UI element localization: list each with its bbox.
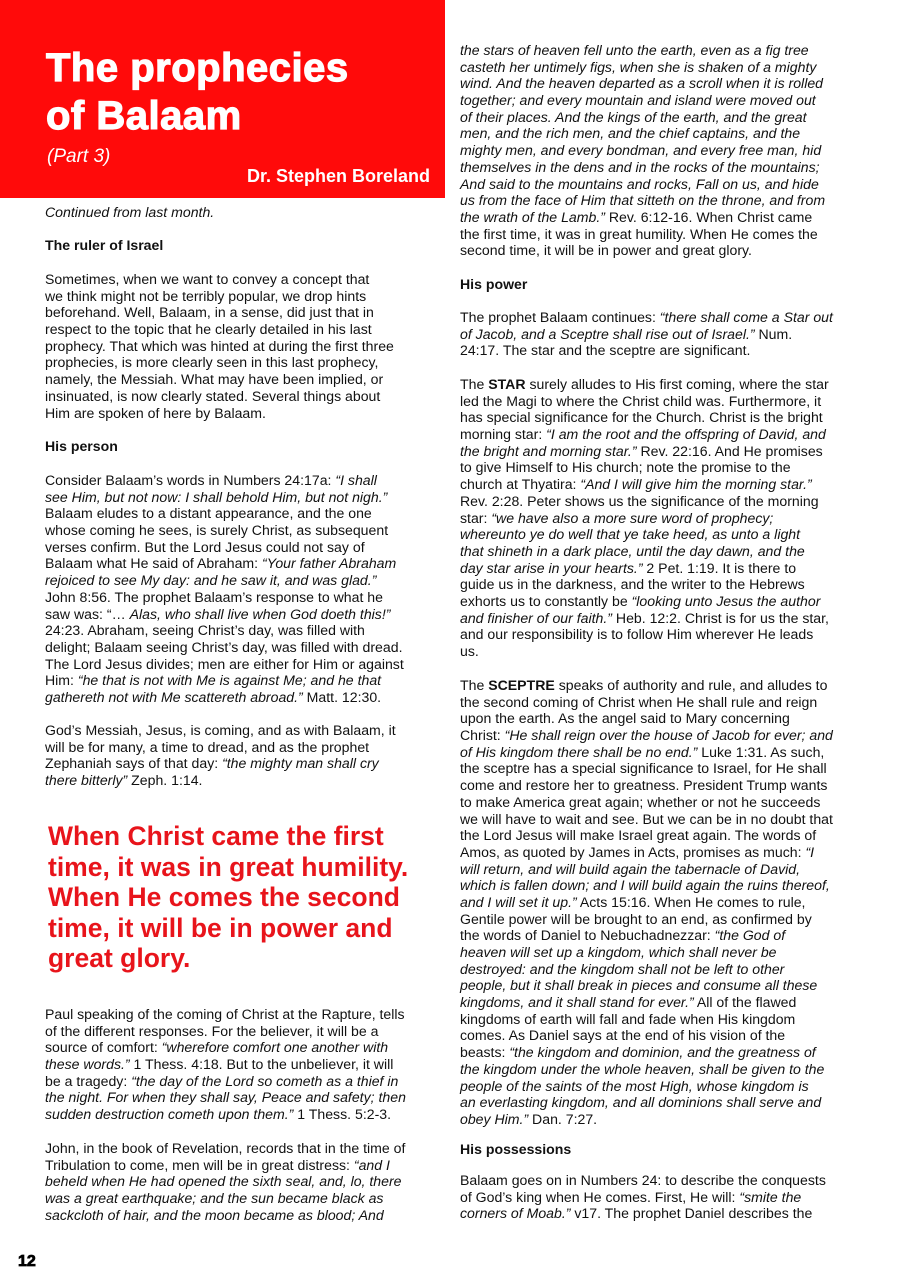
text-line: second time, it will be in power and great glory. xyxy=(460,242,752,259)
body-text: v17. The prophet Daniel describes the xyxy=(570,1205,813,1222)
text-line xyxy=(460,309,833,326)
quotation-text: “there shall come a Star out xyxy=(659,309,833,325)
quotation-text: “we have also a more sure word of prophecy; xyxy=(491,509,774,526)
text-line: respect to the topic that he clearly detailed in his last xyxy=(45,321,372,338)
body-text: surely alludes to His first coming, where the star xyxy=(525,376,829,392)
body-text: 2 Pet. 1:19. It is there to xyxy=(642,559,797,576)
text-line xyxy=(460,844,833,861)
heading-ruler-of-israel: The ruler of Israel xyxy=(45,237,164,253)
quotation-text: beheld when He had opened the sixth seal, and, lo, there xyxy=(45,1173,402,1190)
body-text: the words of Daniel to Nebuchadnezzar: xyxy=(460,927,715,944)
quotation-text: “the God of xyxy=(714,927,786,944)
text-line xyxy=(460,877,833,894)
text-line xyxy=(460,510,829,527)
text-line xyxy=(45,1039,406,1056)
body-text: of God’s king when He comes. First, He will: xyxy=(460,1188,740,1205)
quotation-text: and I will set it up.” xyxy=(460,893,577,910)
text-line: time, it was in great humility. xyxy=(48,851,409,882)
text-line: prophecies, is more clearly seen in this last prophecy, xyxy=(45,354,379,371)
paragraph-john xyxy=(45,1140,405,1223)
quotation-text: day star arise in your hearts.” xyxy=(460,559,643,576)
text-line xyxy=(45,1073,406,1090)
quotation-text: corners of Moab.” xyxy=(460,1205,571,1222)
text-line xyxy=(460,944,833,961)
quotation-text: wind. And the heaven departed as a scroll when it is rolled xyxy=(460,75,823,92)
text-line: upon the earth. As the angel said to Mary concerning xyxy=(460,710,790,727)
quotation-text: together; and every mountain and island were moved out xyxy=(460,92,816,109)
text-line: Balaam eludes to a distant appearance, and the one xyxy=(45,505,372,522)
body-text: Luke 1:31. As such, xyxy=(697,743,825,760)
paragraph-power xyxy=(460,309,833,359)
quotation-text: that shineth in a dark place, until the day dawn, and the xyxy=(460,542,805,559)
quotation-text: sudden destruction cometh upon them.” xyxy=(45,1106,294,1123)
article-title-line-1: The prophecies xyxy=(46,46,349,90)
text-line xyxy=(460,1061,833,1078)
quotation-text: people, but it shall break in pieces and consume all these xyxy=(460,977,818,994)
quotation-text: “he that is not with Me is against Me; and he that xyxy=(77,672,382,689)
body-text: Zeph. 1:14. xyxy=(127,772,203,789)
body-text: Balaam what He said of Abraham: xyxy=(45,555,263,572)
text-line: John 8:56. The prophet Balaam’s response to what he xyxy=(45,588,383,605)
text-line: guide us in the darkness, and the writer to the Hebrews xyxy=(460,576,805,593)
quotation-text: “I am the root and the offspring of David, and xyxy=(546,426,826,443)
text-line: John, in the book of Revelation, records that in the time of xyxy=(45,1140,406,1156)
heading-his-power: His power xyxy=(460,276,528,292)
text-line: God’s Messiah, Jesus, is coming, and as with Balaam, it xyxy=(45,722,396,738)
text-line xyxy=(460,1205,826,1222)
text-line xyxy=(45,1106,406,1123)
text-line xyxy=(460,376,829,393)
text-line xyxy=(460,326,833,343)
text-line xyxy=(45,1157,405,1174)
text-line: great glory. xyxy=(48,943,191,973)
body-text: morning star: xyxy=(460,426,547,443)
body-text: church at Thyatira: xyxy=(460,476,581,493)
quotation-text: was a great earthquake; and the sun became black as xyxy=(45,1190,384,1207)
body-text: Heb. 12:2. Christ is for us the star, xyxy=(611,609,829,626)
text-line xyxy=(460,1111,833,1128)
quotation-text: gathereth not with Me scattereth abroad.” xyxy=(45,688,303,705)
text-line: comes. As Daniel says at the end of his vision of the xyxy=(460,1027,786,1044)
quotation-text: “and I xyxy=(353,1156,390,1173)
text-line: come and restore her to greatness. President Trump wants xyxy=(460,777,828,794)
text-line xyxy=(460,727,833,744)
heading-his-possessions: His possessions xyxy=(460,1141,572,1157)
text-line xyxy=(460,677,833,694)
body-text: All of the flawed xyxy=(693,994,797,1011)
quotation-text: sackcloth of hair, and the moon became as blood; And xyxy=(45,1206,384,1223)
pull-quote xyxy=(48,821,408,974)
quotation-text: an everlasting kingdom, and all dominions shall serve and xyxy=(460,1094,822,1111)
body-text: The xyxy=(460,677,489,693)
paragraph-revelation xyxy=(460,42,825,259)
text-line xyxy=(460,593,829,610)
quotation-text: there bitterly” xyxy=(45,772,128,789)
title-banner xyxy=(0,0,445,198)
quotation-text: heaven will set up a kingdom, which shall never be xyxy=(460,944,777,960)
text-line xyxy=(460,142,825,159)
quotation-text: “I shall xyxy=(335,472,377,488)
body-text: beasts: xyxy=(460,1044,510,1061)
text-line: kingdoms of earth will fall and fade when His kingdom xyxy=(460,1010,796,1027)
quotation-text: casteth her untimely figs, when she is shaken of a mighty xyxy=(460,58,817,75)
quotation-text: “the kingdom and dominion, and the greatness of xyxy=(509,1044,816,1061)
quotation-text: “Your father Abraham xyxy=(262,555,397,572)
text-line: to make America great again; whether or not he succeeds xyxy=(460,793,821,810)
quotation-text: “looking unto Jesus the author xyxy=(631,592,821,609)
quotation-text: “He shall reign over the house of Jacob for ever; and xyxy=(504,727,833,744)
text-line: Gentile power will be brought to an end, as confirmed by xyxy=(460,910,812,927)
body-text: Rev. 6:12-16. When Christ came xyxy=(604,208,813,225)
text-line xyxy=(460,109,825,126)
text-line xyxy=(45,1207,405,1224)
quotation-text: the bright and morning star.” xyxy=(460,442,637,459)
paragraph-star xyxy=(460,376,829,660)
quotation-text: people of the saints of the most High, whose kingdom is xyxy=(460,1077,809,1094)
body-text: Christ: xyxy=(460,727,505,744)
text-line xyxy=(460,961,833,978)
body-text: be a tragedy: xyxy=(45,1072,132,1089)
text-line xyxy=(45,1056,406,1073)
text-line xyxy=(460,75,825,92)
quotation-text: “And I will give him the morning star.” xyxy=(580,476,812,493)
text-line: will be for many, a time to dread, and as the prophet xyxy=(45,738,370,755)
quotation-text: of their places. And the kings of the earth, and the great xyxy=(460,108,807,125)
paragraph-person xyxy=(45,472,404,706)
quotation-text: “smite the xyxy=(739,1188,802,1205)
quotation-text: of Jacob, and a Sceptre shall rise out of Israel.” xyxy=(460,325,755,342)
text-line: delight; Balaam seeing Christ’s day, was filled with dread. xyxy=(45,638,403,655)
text-line xyxy=(460,476,829,493)
text-line xyxy=(460,1094,833,1111)
quotation-text: of His kingdom there shall be no end.” xyxy=(460,743,698,760)
quotation-text: obey Him.” xyxy=(460,1110,529,1127)
text-line xyxy=(45,606,404,623)
text-line: and our responsibility is to follow Him wherever He leads xyxy=(460,626,814,643)
body-text: exhorts us to constantly be xyxy=(460,592,632,609)
text-line: has special significance for the Church. Christ is the bright xyxy=(460,409,823,426)
paragraph-sceptre xyxy=(460,677,833,1128)
text-line: the Lord Jesus will make Israel great again. The words of xyxy=(460,827,817,844)
quotation-text: which is fallen down; and I will build again the ruins thereof, xyxy=(460,877,830,894)
body-text: Tribulation to come, men will be in great distress: xyxy=(45,1156,354,1173)
text-line xyxy=(45,204,214,221)
text-line xyxy=(45,689,404,706)
text-line xyxy=(460,861,833,878)
quotation-text: will return, and will build again the tabernacle of David, xyxy=(460,860,801,877)
quotation-text: us from the face of Him that sitteth on the throne, and from xyxy=(460,192,826,209)
text-line xyxy=(460,526,829,543)
text-line xyxy=(460,426,829,443)
text-line xyxy=(460,443,829,460)
body-text: Consider Balaam’s words in Numbers 24:17a: xyxy=(45,472,336,488)
text-line: verses confirm. But the Lord Jesus could not say of xyxy=(45,538,365,555)
text-line xyxy=(460,927,833,944)
text-line: Rev. 2:28. Peter shows us the significance of the morning xyxy=(460,492,819,509)
body-text: Num. xyxy=(754,325,793,342)
quotation-text: themselves in the dens and in the rocks of the mountains; xyxy=(460,158,820,175)
body-text: source of comfort: xyxy=(45,1039,162,1056)
quotation-text: rejoiced to see My day: and he saw it, and was glad.” xyxy=(45,572,377,589)
text-line: namely, the Messiah. What may have been implied, or xyxy=(45,371,384,388)
text-line: beforehand. Well, Balaam, in a sense, did just that in xyxy=(45,304,374,321)
text-line xyxy=(460,543,829,560)
text-line: the first time, it was in great humility. When He comes the xyxy=(460,225,818,242)
text-line xyxy=(460,977,833,994)
text-line xyxy=(460,1078,833,1095)
text-line: The Lord Jesus divides; men are either for Him or against xyxy=(45,655,404,672)
quotation-text: the stars of heaven fell unto the earth, even as a fig tree xyxy=(460,42,809,58)
paragraph-messiah xyxy=(45,722,396,789)
continued-note xyxy=(45,204,214,221)
quotation-text: and finisher of our faith.” xyxy=(460,609,612,626)
quotation-text: the night. For when they shall say, Peace and safety; then xyxy=(45,1089,406,1106)
text-line xyxy=(460,560,829,577)
text-line xyxy=(460,209,825,226)
paragraph-paul xyxy=(45,1006,406,1123)
quotation-text: “the day of the Lord so cometh as a thief in xyxy=(131,1072,399,1089)
paragraph-possessions xyxy=(460,1172,826,1222)
quotation-text: “the mighty man shall cry xyxy=(222,755,379,772)
text-line xyxy=(45,755,396,772)
quotation-text: “wherefore comfort one another with xyxy=(161,1039,389,1056)
text-line: Balaam goes on in Numbers 24: to describe the conquests xyxy=(460,1172,826,1188)
body-text: The xyxy=(460,376,489,392)
text-line xyxy=(460,176,825,193)
text-line: us. xyxy=(460,643,479,659)
text-line: we think might not be terribly popular, we drop hints xyxy=(45,287,367,304)
text-line: 24:17. The star and the sceptre are significant. xyxy=(460,342,751,359)
text-line xyxy=(460,42,825,59)
body-text: Zephaniah says of that day: xyxy=(45,755,223,772)
body-text: 1 Thess. 4:18. But to the unbeliever, it will xyxy=(129,1056,394,1073)
text-line xyxy=(460,994,833,1011)
body-text: saw was: “… xyxy=(45,605,130,622)
article-title-line-2: of Balaam xyxy=(46,94,242,138)
text-line xyxy=(45,1190,405,1207)
quotation-text: And said to the mountains and rocks, Fall on us, and hide xyxy=(460,175,819,192)
text-line: Him are spoken of here by Balaam. xyxy=(45,404,266,421)
text-line xyxy=(460,1044,833,1061)
quotation-text: kingdoms, and it shall stand for ever.” xyxy=(460,994,694,1011)
text-line: Sometimes, when we want to convey a concept that xyxy=(45,271,370,287)
text-line xyxy=(45,555,404,572)
text-line: whose coming he sees, is surely Christ, as subsequent xyxy=(45,522,389,539)
quotation-text: mighty men, and every bondman, and every free man, hid xyxy=(460,142,822,159)
quotation-text: these words.” xyxy=(45,1056,130,1073)
text-line: 24:23. Abraham, seeing Christ’s day, was filled with xyxy=(45,622,365,639)
quotation-text: the wrath of the Lamb.” xyxy=(460,208,605,225)
text-line xyxy=(460,159,825,176)
body-text: Matt. 12:30. xyxy=(302,688,382,705)
text-line: When He comes the second xyxy=(48,882,400,912)
text-line xyxy=(460,59,825,76)
text-line xyxy=(460,192,825,209)
article-author: Dr. Stephen Boreland xyxy=(246,166,430,186)
body-text: Amos, as quoted by James in Acts, promises as much: xyxy=(460,843,806,860)
text-line: Paul speaking of the coming of Christ at the Rapture, tells xyxy=(45,1006,405,1022)
text-line xyxy=(45,672,404,689)
text-line xyxy=(460,1189,826,1206)
text-line: to give Himself to His church; note the promise to the xyxy=(460,459,791,476)
text-line: we will have to wait and see. But we can be in no doubt that xyxy=(460,810,833,827)
article-part: (Part 3) xyxy=(47,146,111,167)
quotation-text: see Him, but not now: I shall behold Him, but not nigh.” xyxy=(45,488,388,505)
text-line xyxy=(45,489,404,506)
quotation-text: Continued from last month. xyxy=(45,204,215,220)
body-text: speaks of authority and rule, and alludes to xyxy=(554,677,828,693)
text-line xyxy=(460,894,833,911)
heading-his-person: His person xyxy=(45,438,118,454)
text-line xyxy=(45,472,404,489)
text-line: When Christ came the first xyxy=(48,821,384,851)
quotation-text: men, and the rich men, and the chief captains, and the xyxy=(460,125,801,142)
text-line xyxy=(460,92,825,109)
page-number: 12 xyxy=(18,1253,36,1270)
text-line: led the Magi to where the Christ child was. Furthermore, it xyxy=(460,392,822,409)
text-line xyxy=(45,572,404,589)
quotation-text: the kingdom under the whole heaven, shall be given to the xyxy=(460,1060,825,1077)
text-line: of the different responses. For the believer, it will be a xyxy=(45,1022,379,1039)
text-line: the second coming of Christ when He shall rule and reign xyxy=(460,693,818,710)
text-line: the sceptre has a special significance to Israel, for He shall xyxy=(460,760,827,777)
text-line: insinuated, is now clearly stated. Several things about xyxy=(45,387,381,404)
quotation-text: destroyed: and the kingdom shall not be left to other xyxy=(460,960,785,977)
paragraph-ruler xyxy=(45,271,394,421)
text-line xyxy=(460,125,825,142)
body-text: Him: xyxy=(45,672,78,689)
text-line: prophecy. That which was hinted at during the first three xyxy=(45,337,394,354)
text-line xyxy=(45,1089,406,1106)
body-text: Acts 15:16. When He comes to rule, xyxy=(576,893,806,910)
body-text: The prophet Balaam continues: xyxy=(460,309,660,325)
body-text: Dan. 7:27. xyxy=(528,1110,598,1127)
text-line xyxy=(45,772,396,789)
text-line: time, it will be in power and xyxy=(48,912,393,943)
emphasis-text: SCEPTRE xyxy=(488,677,555,693)
body-text: star: xyxy=(460,509,492,526)
quotation-text: “I xyxy=(805,843,815,860)
body-text: 1 Thess. 5:2-3. xyxy=(293,1106,392,1123)
emphasis-text: STAR xyxy=(488,376,526,392)
text-line xyxy=(460,610,829,627)
body-text: Rev. 22:16. And He promises xyxy=(636,442,823,459)
text-line xyxy=(45,1173,405,1190)
quotation-text: whereunto ye do well that ye take heed, as unto a light xyxy=(460,526,801,543)
quotation-text: Alas, who shall live when God doeth this!” xyxy=(129,605,391,622)
text-line xyxy=(460,744,833,761)
